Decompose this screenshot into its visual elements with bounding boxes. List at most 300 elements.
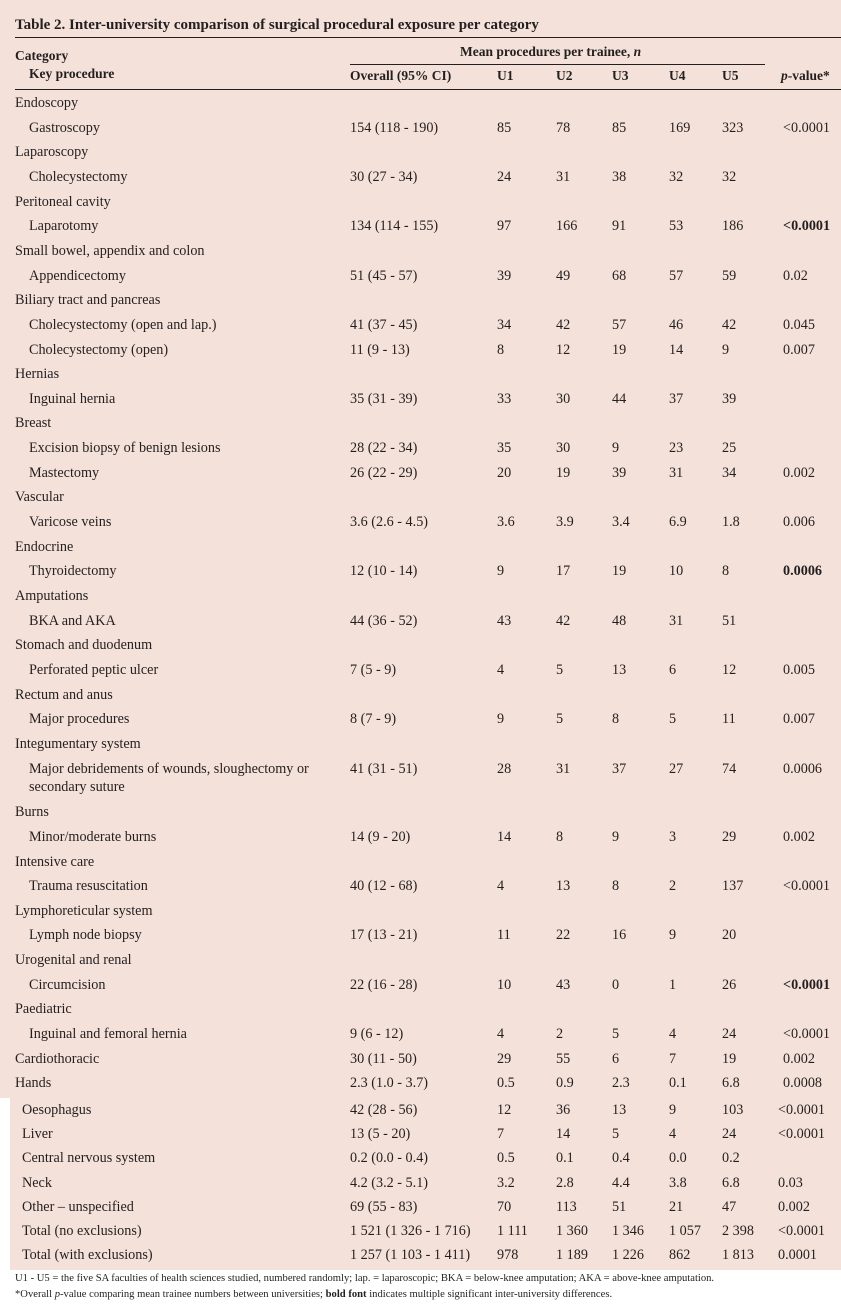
procedure-label: Thyroidectomy (29, 563, 117, 580)
u4-cell: 6 (669, 661, 677, 678)
u1-cell: 11 (497, 927, 511, 944)
u3-cell: 13 (612, 661, 627, 678)
span-rule (350, 64, 765, 65)
u4-cell: 862 (669, 1247, 691, 1264)
u1-cell: 12 (497, 1102, 512, 1118)
procedure-label: Perforated peptic ulcer (29, 661, 159, 678)
table-row (0, 1070, 841, 1094)
table-row (0, 287, 841, 311)
u3-cell: 0 (612, 976, 620, 993)
p-value-cell: <0.0001 (783, 878, 831, 895)
procedure-label: BKA and AKA (29, 612, 116, 629)
u4-cell: 10 (669, 563, 684, 580)
category-label: Lymphoreticular system (15, 902, 153, 919)
u5-cell: 6.8 (722, 1174, 740, 1191)
overall-cell: 11 (9 - 13) (350, 341, 410, 358)
table-row (0, 799, 841, 823)
header-u5: U5 (722, 68, 739, 83)
table-row (0, 824, 841, 848)
u2-cell: 31 (556, 760, 571, 777)
u5-cell: 2 398 (722, 1223, 754, 1239)
table-row (0, 1145, 841, 1169)
footnote-pvalue: *Overall p-value comparing mean trainee numbers between universities; bold font indicates multiple significant inter-university differences. (15, 1289, 613, 1300)
procedure-label: Cholecystectomy (29, 168, 128, 185)
u4-cell: 2 (669, 878, 677, 895)
u4-cell: 9 (669, 927, 677, 944)
u5-cell: 11 (722, 711, 736, 728)
p-value-cell: 0.03 (778, 1174, 803, 1191)
u5-cell: 39 (722, 390, 737, 407)
u2-cell: 5 (556, 711, 564, 728)
u5-cell: 59 (722, 267, 737, 284)
u2-cell: 55 (556, 1050, 571, 1067)
u4-cell: 57 (669, 267, 684, 284)
table-row (0, 337, 841, 361)
overall-cell: 26 (22 - 29) (350, 464, 418, 481)
overall-cell: 22 (16 - 28) (350, 976, 418, 993)
table-row (0, 947, 841, 971)
p-value-cell: 0.007 (783, 341, 815, 358)
p-value-cell: <0.0001 (778, 1223, 826, 1239)
u4-cell: 31 (669, 612, 684, 629)
u5-cell: 1 813 (722, 1247, 754, 1264)
table-row (0, 263, 841, 287)
table-row (0, 484, 841, 508)
u1-cell: 978 (497, 1247, 519, 1264)
overall-cell: 51 (45 - 57) (350, 267, 418, 284)
u3-cell: 37 (612, 760, 627, 777)
u1-cell: 9 (497, 711, 505, 728)
table-row (0, 898, 841, 922)
header-u2: U2 (556, 68, 573, 83)
procedure-label: Other – unspecified (22, 1198, 134, 1215)
p-value-cell: <0.0001 (783, 976, 831, 993)
overall-cell: 69 (55 - 83) (350, 1198, 418, 1215)
p-value-cell: 0.002 (783, 464, 815, 481)
category-label: Laparoscopy (15, 144, 89, 161)
procedure-label: Inguinal and femoral hernia (29, 1026, 187, 1043)
procedure-label: Excision biopsy of benign lesions (29, 440, 221, 457)
table-row (0, 632, 841, 656)
header-span-text: Mean procedures per trainee, n (460, 44, 642, 59)
table-row (0, 972, 841, 996)
table-row (0, 189, 841, 213)
overall-cell: 134 (114 - 155) (350, 218, 439, 235)
u2-cell: 113 (556, 1198, 577, 1215)
overall-cell: 2.3 (1.0 - 3.7) (350, 1075, 429, 1092)
category-label: Hernias (15, 366, 60, 383)
procedure-label: Total (with exclusions) (22, 1247, 153, 1264)
u5-cell: 29 (722, 828, 737, 845)
overall-cell: 41 (37 - 45) (350, 316, 418, 333)
category-label: Integumentary system (15, 735, 141, 752)
table-row (0, 873, 841, 897)
u2-cell: 36 (556, 1102, 571, 1118)
u2-cell: 22 (556, 927, 571, 944)
u2-cell: 42 (556, 316, 571, 333)
p-value-cell: 0.002 (783, 828, 815, 845)
u2-cell: 2.8 (556, 1174, 574, 1191)
u4-cell: 0.0 (669, 1150, 687, 1167)
u1-cell: 3.6 (497, 514, 515, 531)
overall-cell: 42 (28 - 56) (350, 1102, 418, 1118)
u4-cell: 4 (669, 1026, 677, 1043)
u2-cell: 30 (556, 440, 571, 457)
u5-cell: 19 (722, 1050, 737, 1067)
header-span (460, 44, 641, 60)
p-value-cell: 0.0006 (783, 563, 823, 580)
top-rule (15, 37, 841, 38)
category-label: Intensive care (15, 853, 95, 870)
p-value-cell: 0.02 (783, 267, 808, 284)
header-u3: U3 (612, 68, 629, 83)
u1-cell: 3.2 (497, 1174, 515, 1191)
procedure-label: Trauma resuscitation (29, 878, 148, 895)
u4-cell: 169 (669, 119, 691, 136)
u3-cell: 16 (612, 927, 627, 944)
u4-cell: 32 (669, 168, 684, 185)
overall-cell: 28 (22 - 34) (350, 440, 418, 457)
u3-cell: 9 (612, 440, 620, 457)
u2-cell: 30 (556, 390, 571, 407)
overall-cell: 154 (118 - 190) (350, 119, 439, 136)
u5-cell: 9 (722, 341, 730, 358)
u2-cell: 31 (556, 168, 571, 185)
u5-cell: 25 (722, 440, 737, 457)
u4-cell: 31 (669, 464, 684, 481)
u2-cell: 17 (556, 563, 571, 580)
category-label: Hands (15, 1075, 52, 1092)
u5-cell: 137 (722, 878, 744, 895)
procedure-label: Minor/moderate burns (29, 828, 157, 845)
procedure-label: Varicose veins (29, 514, 112, 531)
p-value-cell: 0.045 (783, 316, 815, 333)
procedure-label: Major procedures (29, 711, 130, 728)
overall-cell: 9 (6 - 12) (350, 1026, 404, 1043)
procedure-label-continued: secondary suture (29, 778, 125, 795)
overall-cell: 7 (5 - 9) (350, 661, 397, 678)
u3-cell: 5 (612, 1126, 620, 1143)
procedure-label: Oesophagus (22, 1102, 92, 1118)
u3-cell: 51 (612, 1198, 627, 1215)
u2-cell: 78 (556, 119, 571, 136)
procedure-label: Inguinal hernia (29, 390, 116, 407)
u2-cell: 19 (556, 464, 571, 481)
u2-cell: 2 (556, 1026, 564, 1043)
u5-cell: 103 (722, 1102, 744, 1118)
footnote-abbreviations: U1 - U5 = the five SA faculties of health sciences studied, numbered randomly; lap. = laparoscopic; BKA = below-knee amputation; AKA = above-knee amputation. (15, 1273, 715, 1284)
category-label: Small bowel, appendix and colon (15, 242, 205, 259)
u1-cell: 0.5 (497, 1150, 515, 1167)
overall-cell: 30 (11 - 50) (350, 1050, 417, 1067)
procedure-label: Major debridements of wounds, sloughectomy or (29, 760, 309, 777)
table-row (0, 1242, 841, 1266)
table-row (0, 90, 841, 114)
u4-cell: 4 (669, 1126, 677, 1143)
category-label: Amputations (15, 588, 89, 604)
p-value-cell: 0.005 (783, 661, 815, 678)
category-label: Breast (15, 415, 52, 432)
u5-cell: 24 (722, 1126, 737, 1143)
u5-cell: 47 (722, 1198, 737, 1215)
p-value-cell: 0.007 (783, 711, 815, 728)
p-value-cell: 0.006 (783, 514, 815, 531)
table-row (0, 849, 841, 873)
u4-cell: 1 (669, 976, 677, 993)
category-label: Burns (15, 804, 49, 821)
u4-cell: 37 (669, 390, 684, 407)
u5-cell: 24 (722, 1026, 737, 1043)
u3-cell: 6 (612, 1050, 620, 1067)
header-key-procedure: Key procedure (29, 66, 115, 81)
u1-cell: 4 (497, 1026, 505, 1043)
table-row (0, 410, 841, 434)
u1-cell: 4 (497, 878, 505, 895)
u1-cell: 4 (497, 661, 505, 678)
p-value-cell: 0.002 (783, 1050, 815, 1067)
table-row (0, 1194, 841, 1218)
p-value-cell: 0.0001 (778, 1247, 818, 1264)
table-row (0, 608, 841, 632)
u3-cell: 2.3 (612, 1075, 630, 1092)
category-label: Cardiothoracic (15, 1050, 100, 1067)
overall-cell: 44 (36 - 52) (350, 612, 418, 629)
u2-cell: 49 (556, 267, 571, 284)
overall-cell: 14 (9 - 20) (350, 828, 411, 845)
u3-cell: 19 (612, 341, 627, 358)
procedure-label: Laparotomy (29, 218, 99, 235)
u4-cell: 46 (669, 316, 684, 333)
u4-cell: 14 (669, 341, 684, 358)
table-row (0, 558, 841, 582)
u1-cell: 8 (497, 341, 505, 358)
table-row (0, 1046, 841, 1070)
category-label: Urogenital and renal (15, 952, 132, 969)
category-label: Peritoneal cavity (15, 193, 111, 210)
table-row (0, 534, 841, 558)
p-value-cell: <0.0001 (783, 119, 831, 136)
header-pvalue (781, 68, 830, 84)
u5-cell: 74 (722, 760, 737, 777)
u2-cell: 3.9 (556, 514, 574, 531)
u4-cell: 0.1 (669, 1075, 687, 1092)
table-row (0, 1121, 841, 1145)
category-label: Endocrine (15, 538, 74, 555)
u1-cell: 7 (497, 1126, 505, 1143)
table-row (0, 1170, 841, 1194)
u1-cell: 9 (497, 563, 505, 580)
procedure-label: Mastectomy (29, 464, 100, 481)
u4-cell: 7 (669, 1050, 677, 1067)
u5-cell: 26 (722, 976, 737, 993)
u5-cell: 8 (722, 563, 730, 580)
procedure-label: Cholecystectomy (open) (29, 341, 169, 358)
table-row (0, 922, 841, 946)
overall-cell: 1 521 (1 326 - 1 716) (350, 1223, 471, 1239)
u5-cell: 32 (722, 168, 737, 185)
u1-cell: 20 (497, 464, 512, 481)
p-value-cell: <0.0001 (783, 218, 831, 235)
u2-cell: 13 (556, 878, 571, 895)
u3-cell: 4.4 (612, 1174, 630, 1191)
category-label: Endoscopy (15, 95, 79, 111)
header-overall: Overall (95% CI) (350, 68, 452, 83)
u4-cell: 23 (669, 440, 684, 457)
u2-cell: 1 360 (556, 1223, 588, 1239)
procedure-label: Neck (22, 1174, 52, 1191)
u2-cell: 43 (556, 976, 571, 993)
u1-cell: 34 (497, 316, 512, 333)
u5-cell: 0.2 (722, 1150, 740, 1167)
u3-cell: 19 (612, 563, 627, 580)
p-value-cell: 0.002 (778, 1198, 810, 1215)
u5-cell: 34 (722, 464, 737, 481)
overall-cell: 41 (31 - 51) (350, 760, 418, 777)
table-row (0, 706, 841, 730)
table-row (0, 756, 841, 795)
u1-cell: 29 (497, 1050, 512, 1067)
header-pvalue-text: p-value* (781, 68, 830, 83)
procedure-label: Circumcision (29, 976, 106, 993)
u3-cell: 68 (612, 267, 627, 284)
u1-cell: 35 (497, 440, 512, 457)
u3-cell: 1 346 (612, 1223, 644, 1239)
u5-cell: 51 (722, 612, 737, 629)
p-value-cell: <0.0001 (778, 1126, 826, 1143)
u5-cell: 186 (722, 218, 744, 235)
procedure-label: Central nervous system (22, 1150, 156, 1167)
u2-cell: 42 (556, 612, 571, 629)
u2-cell: 0.1 (556, 1150, 574, 1167)
table-row (0, 509, 841, 533)
u5-cell: 42 (722, 316, 737, 333)
table-row (0, 682, 841, 706)
u1-cell: 14 (497, 828, 512, 845)
p-value-cell: <0.0001 (783, 1026, 831, 1043)
header-u4: U4 (669, 68, 686, 83)
table-row (0, 1021, 841, 1045)
u2-cell: 14 (556, 1126, 571, 1143)
table-row (0, 657, 841, 681)
p-value-cell: 0.0008 (783, 1075, 823, 1092)
u1-cell: 1 111 (497, 1223, 528, 1239)
u5-cell: 323 (722, 119, 744, 136)
procedure-label: Liver (22, 1126, 53, 1143)
u4-cell: 53 (669, 218, 684, 235)
u3-cell: 9 (612, 828, 620, 845)
u4-cell: 1 057 (669, 1223, 701, 1239)
overall-cell: 0.2 (0.0 - 0.4) (350, 1150, 429, 1167)
overall-cell: 3.6 (2.6 - 4.5) (350, 514, 429, 531)
u1-cell: 28 (497, 760, 512, 777)
table-row (0, 1218, 841, 1242)
u4-cell: 27 (669, 760, 684, 777)
u3-cell: 38 (612, 168, 627, 185)
u1-cell: 0.5 (497, 1075, 515, 1092)
table-row (0, 115, 841, 139)
procedure-label: Lymph node biopsy (29, 927, 142, 944)
u2-cell: 8 (556, 828, 564, 845)
table-row (0, 460, 841, 484)
overall-cell: 8 (7 - 9) (350, 711, 397, 728)
u3-cell: 1 226 (612, 1247, 644, 1264)
table-row (0, 1097, 841, 1121)
table-row (0, 213, 841, 237)
u5-cell: 20 (722, 927, 737, 944)
table-row (0, 361, 841, 385)
procedure-label: Gastroscopy (29, 119, 100, 136)
u3-cell: 39 (612, 464, 627, 481)
header-category: Category (15, 48, 69, 63)
overall-cell: 13 (5 - 20) (350, 1126, 411, 1143)
table-row (0, 435, 841, 459)
u3-cell: 48 (612, 612, 627, 629)
u3-cell: 57 (612, 316, 627, 333)
u3-cell: 8 (612, 878, 620, 895)
u5-cell: 12 (722, 661, 737, 678)
u1-cell: 33 (497, 390, 512, 407)
u2-cell: 12 (556, 341, 571, 358)
footnotes (15, 1271, 714, 1303)
table-row (0, 238, 841, 262)
table-row (0, 312, 841, 336)
u1-cell: 43 (497, 612, 512, 629)
u2-cell: 1 189 (556, 1247, 588, 1264)
table-row (0, 996, 841, 1020)
p-value-cell: <0.0001 (778, 1102, 826, 1118)
u2-cell: 5 (556, 661, 564, 678)
category-label: Vascular (15, 489, 64, 506)
u2-cell: 166 (556, 218, 578, 235)
overall-cell: 1 257 (1 103 - 1 411) (350, 1247, 471, 1264)
u4-cell: 9 (669, 1102, 677, 1118)
p-value-cell: 0.0006 (783, 760, 823, 777)
u1-cell: 24 (497, 168, 512, 185)
u1-cell: 10 (497, 976, 512, 993)
table-caption: Table 2. Inter-university comparison of surgical procedural exposure per category (15, 17, 539, 33)
category-label: Stomach and duodenum (15, 637, 153, 654)
u4-cell: 21 (669, 1198, 684, 1215)
u5-cell: 6.8 (722, 1075, 740, 1092)
header-u1: U1 (497, 68, 514, 83)
category-label: Biliary tract and pancreas (15, 292, 161, 309)
table-row (0, 583, 841, 607)
procedure-label: Total (no exclusions) (22, 1223, 142, 1239)
u1-cell: 39 (497, 267, 512, 284)
u1-cell: 97 (497, 218, 512, 235)
u3-cell: 0.4 (612, 1150, 630, 1167)
table-row (0, 731, 841, 755)
u4-cell: 6.9 (669, 514, 687, 531)
category-label: Paediatric (15, 1001, 72, 1018)
table-row (0, 386, 841, 410)
overall-cell: 4.2 (3.2 - 5.1) (350, 1174, 429, 1191)
table-row (0, 164, 841, 188)
u4-cell: 3.8 (669, 1174, 687, 1191)
procedure-label: Appendicectomy (29, 267, 126, 284)
u3-cell: 8 (612, 711, 620, 728)
procedure-label: Cholecystectomy (open and lap.) (29, 316, 217, 333)
u3-cell: 85 (612, 119, 627, 136)
u1-cell: 70 (497, 1198, 512, 1215)
u1-cell: 85 (497, 119, 512, 136)
overall-cell: 12 (10 - 14) (350, 563, 418, 580)
overall-cell: 35 (31 - 39) (350, 390, 418, 407)
u2-cell: 0.9 (556, 1075, 574, 1092)
table-row (0, 139, 841, 163)
u4-cell: 5 (669, 711, 677, 728)
overall-cell: 30 (27 - 34) (350, 168, 418, 185)
